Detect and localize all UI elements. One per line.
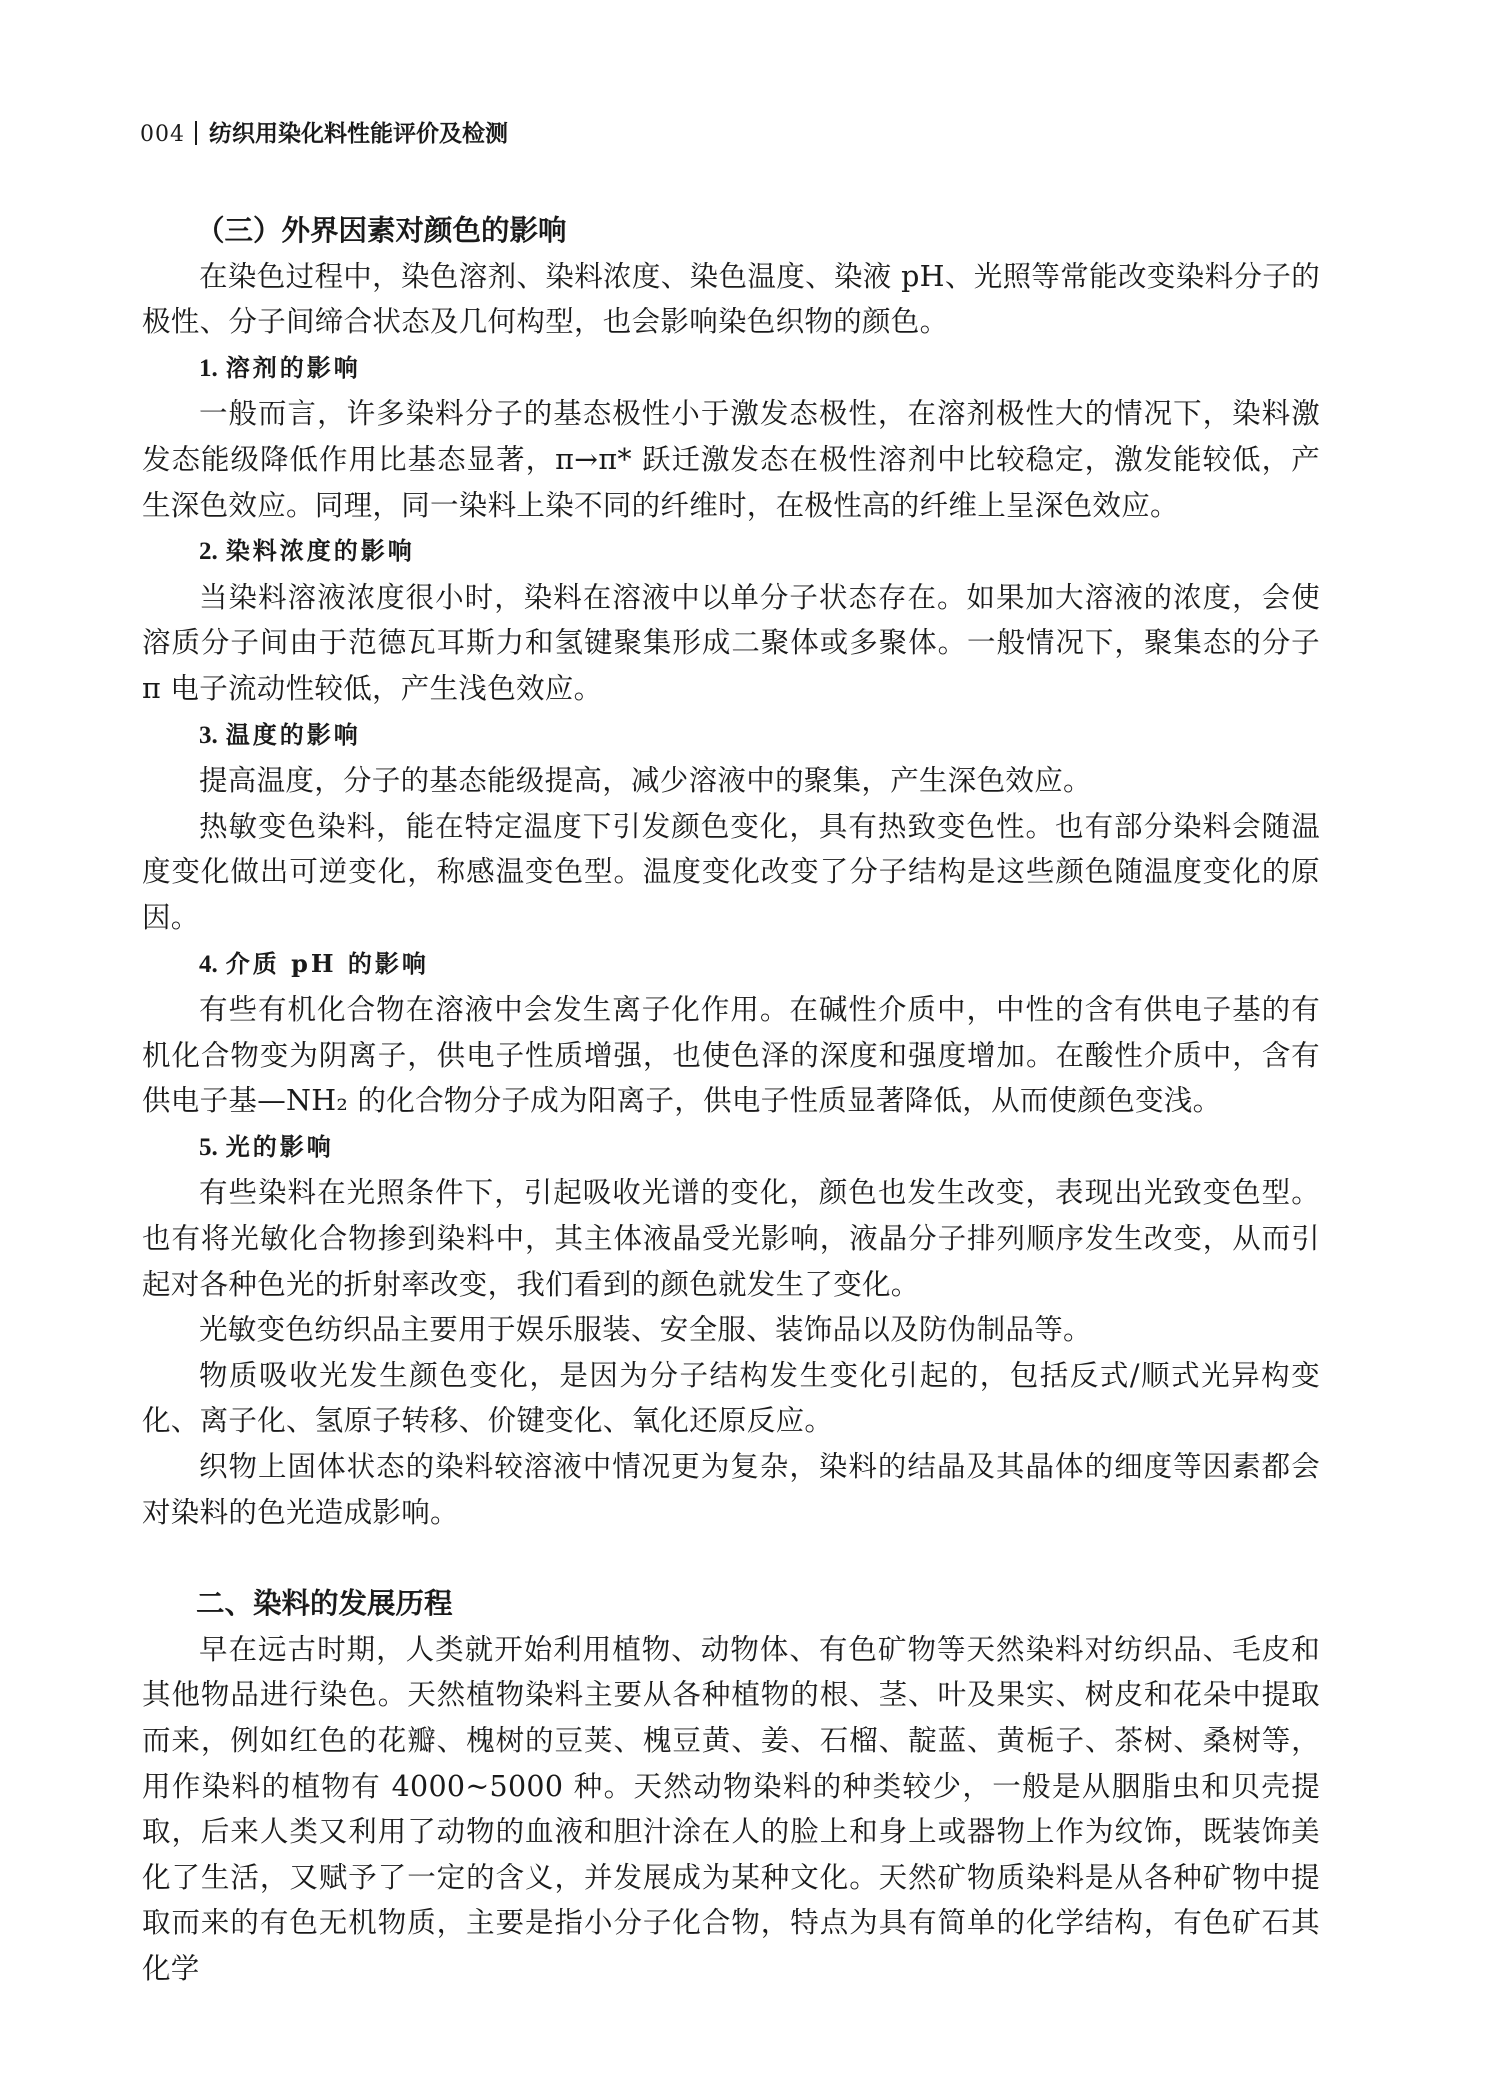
item-number: 5. <box>199 1133 218 1161</box>
item-title: 光的影响 <box>225 1131 334 1161</box>
paragraph: 有些有机化合物在溶液中会发生离子化作用。在碱性介质中，中性的含有供电子基的有机化合物变为阴离子，供电子性质增强，也使色泽的深度和强度增加。在酸性介质中，含有供电子基—NH₂ 的化合物分子成为阳离子，供电子性质显著降低，从而使颜色变浅。 <box>142 993 1320 1118</box>
item-title: 温度的影响 <box>225 719 361 749</box>
subsection-heading: （三）外界因素对颜色的影响 <box>196 214 567 247</box>
item-heading-solvent <box>142 345 1320 392</box>
item-title: 溶剂的影响 <box>225 352 361 382</box>
section-heading: 二、染料的发展历程 <box>196 1587 453 1621</box>
page-body <box>142 208 1320 1992</box>
paragraph: 提高温度，分子的基态能级提高，减少溶液中的聚集，产生深色效应。 <box>199 764 1092 798</box>
item-title: 介质 pH 的影响 <box>225 948 429 978</box>
item-number: 1. <box>199 354 218 382</box>
paragraph: 早在远古时期，人类就开始利用植物、动物体、有色矿物等天然染料对纺织品、毛皮和其他物品进行染色。天然植物染料主要从各种植物的根、茎、叶及果实、树皮和花朵中提取而来，例如红色的花瓣、槐树的豆荚、槐豆黄、姜、石榴、靛蓝、黄栀子、茶树、桑树等，用作染料的植物有 4000~5000 种。天然动物染料的种类较少，一般是从胭脂虫和贝壳提取，后来人类又利用了动物的血液和胆汁涂在人的脸上和身上或器物上作为纹饰，既装饰美化了生活，又赋予了一定的含义，并发展成为某种文化。天然矿物质染料是从各种矿物中提取而来的有色无机物质，主要是指小分子化合物，特点为具有简单的化学结构，有色矿石其化学 <box>142 1632 1320 1985</box>
paragraph: 一般而言，许多染料分子的基态极性小于激发态极性，在溶剂极性大的情况下，染料激发态能级降低作用比基态显著，π→π* 跃迁激发态在极性溶剂中比较稳定，激发能较低，产生深色效应。同理，同一染料上染不同的纤维时，在极性高的纤维上呈深色效应。 <box>142 397 1320 522</box>
paragraph: 织物上固体状态的染料较溶液中情况更为复杂，染料的结晶及其晶体的细度等因素都会对染料的色光造成影响。 <box>142 1450 1320 1529</box>
item-heading-light <box>142 1124 1320 1171</box>
header-divider <box>195 121 197 145</box>
item-title: 染料浓度的影响 <box>225 536 415 566</box>
item-heading-concentration <box>142 528 1320 575</box>
paragraph: 有些染料在光照条件下，引起吸收光谱的变化，颜色也发生改变，表现出光致变色型。也有将光敏化合物掺到染料中，其主体液晶受光影响，液晶分子排列顺序发生改变，从而引起对各种色光的折射率改变，我们看到的颜色就发生了变化。 <box>142 1176 1320 1301</box>
paragraph: 当染料溶液浓度很小时，染料在溶液中以单分子状态存在。如果加大溶液的浓度，会使溶质分子间由于范德瓦耳斯力和氢键聚集形成二聚体或多聚体。一般情况下，聚集态的分子 π 电子流动性较低，产生浅色效应。 <box>142 580 1320 705</box>
item-heading-temperature <box>142 712 1320 759</box>
item-heading-ph <box>142 941 1320 988</box>
book-title: 纺织用染化料性能评价及检测 <box>209 121 508 147</box>
item-number: 2. <box>199 538 218 566</box>
page-number: 004 <box>140 122 185 147</box>
running-header <box>140 118 1320 151</box>
paragraph: 物质吸收光发生颜色变化，是因为分子结构发生变化引起的，包括反式/顺式光异构变化、离子化、氢原子转移、价键变化、氧化还原反应。 <box>142 1358 1320 1438</box>
item-number: 4. <box>199 950 218 978</box>
paragraph: 光敏变色纺织品主要用于娱乐服装、安全服、装饰品以及防伪制品等。 <box>199 1313 1092 1347</box>
paragraph: 热敏变色染料，能在特定温度下引发颜色变化，具有热致变色性。也有部分染料会随温度变化做出可逆变化，称感温变色型。温度变化改变了分子结构是这些颜色随温度变化的原因。 <box>142 809 1320 934</box>
item-number: 3. <box>199 721 218 749</box>
intro-paragraph: 在染色过程中，染色溶剂、染料浓度、染色温度、染液 pH、光照等常能改变染料分子的极性、分子间缔合状态及几何构型，也会影响染色织物的颜色。 <box>142 259 1320 339</box>
